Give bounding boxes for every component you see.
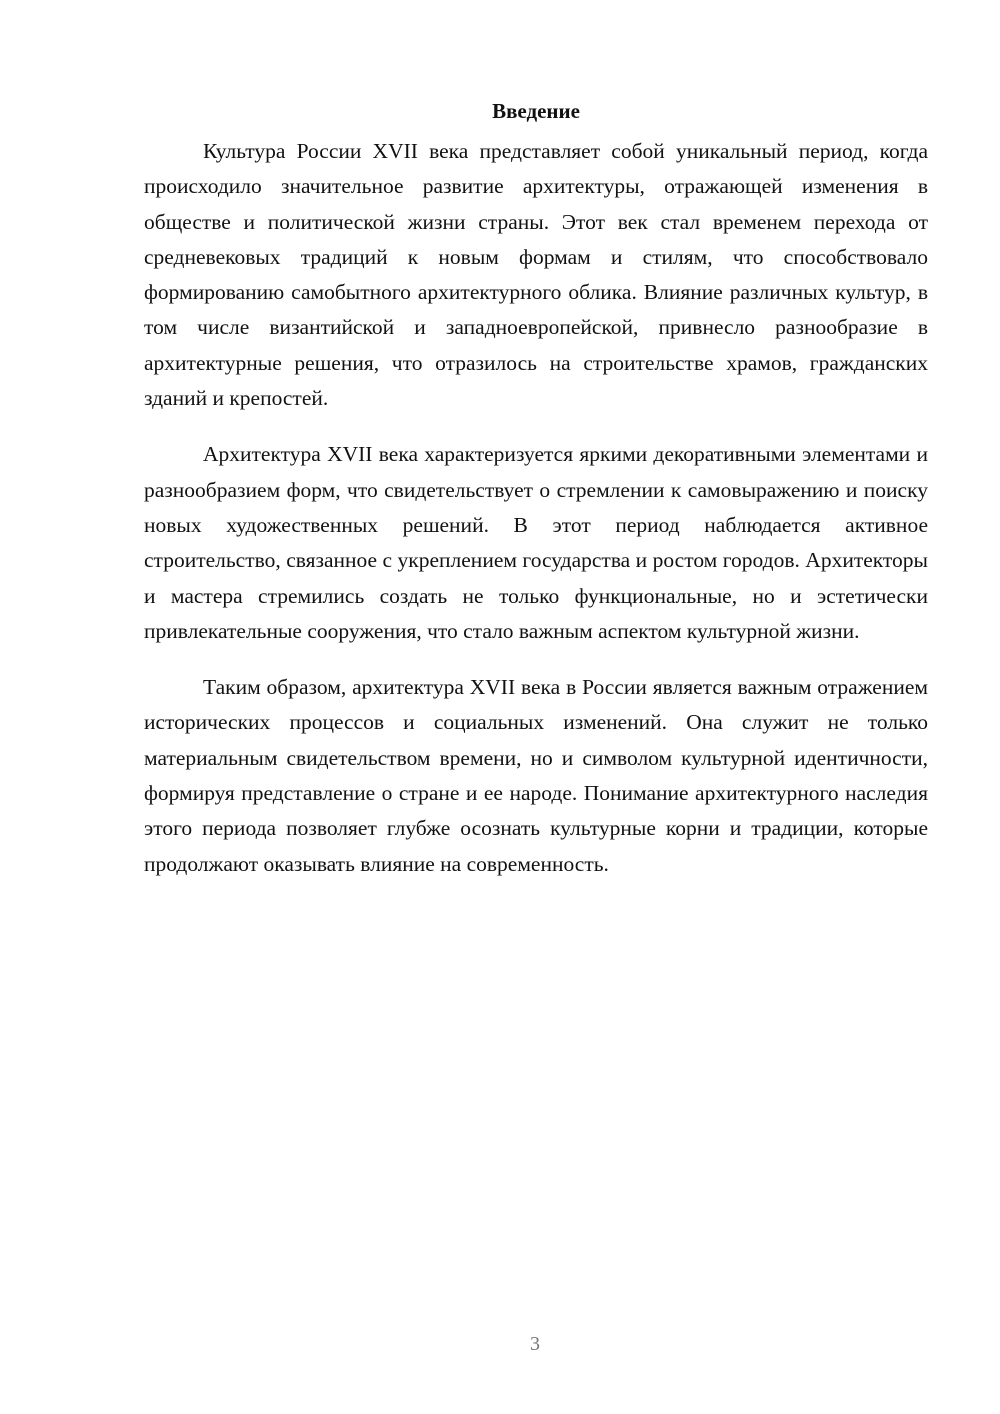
section-title: Введение xyxy=(492,99,580,123)
page-number: 3 xyxy=(530,1333,540,1355)
page-content xyxy=(144,96,928,903)
paragraph-1: Культура России XVII века представляет собой уникальный период, когда происходило значительное развитие архитектуры, отражающей изменения в обществе и политической жизни страны. Этот век стал временем перехода от средневековых традиций к новым формам и стилям, что способствовало формированию самобытного архитектурного облика. Влияние различных культур, в том числе византийской и западноевропейской, привнесло разнообразие в архитектурные решения, что отразилось на строительстве храмов, гражданских зданий и крепостей. xyxy=(144,139,928,411)
paragraph-3: Таким образом, архитектура XVII века в России является важным отражением исторических процессов и социальных изменений. Она служит не только материальным свидетельством времени, но и символом культурной идентичности, формируя представление о стране и ее народе. Понимание архитектурного наследия этого периода позволяет глубже осознать культурные корни и традиции, которые продолжают оказывать влияние на современность. xyxy=(144,675,928,876)
paragraph-2: Архитектура XVII века характеризуется яркими декоративными элементами и разнообразием форм, что свидетельствует о стремлении к самовыражению и поиску новых художественных решений. В этот период наблюдается активное строительство, связанное с укреплением государства и ростом городов. Архитекторы и мастера стремились создать не только функциональные, но и эстетически привлекательные сооружения, что стало важным аспектом культурной жизни. xyxy=(144,442,928,643)
